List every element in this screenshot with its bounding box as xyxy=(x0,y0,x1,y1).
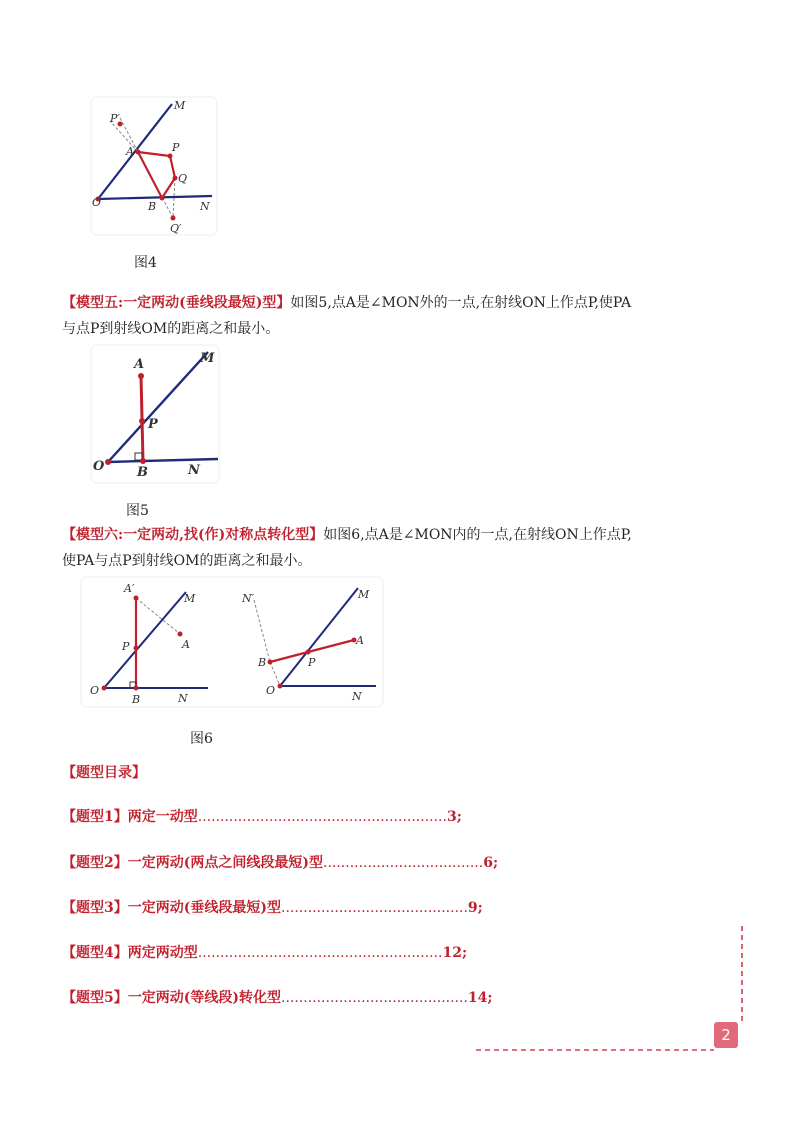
model-5-line-1: 如图5,点A是∠MON外的一点,在射线ON上作点P,使PA xyxy=(290,295,632,311)
toc-item-2-page: 6; xyxy=(483,855,499,871)
fig6-right-label-n-prime: N′ xyxy=(242,592,255,605)
fig6-left-label-p: P xyxy=(122,640,130,653)
toc-heading: 【题型目录】 xyxy=(62,765,146,781)
fig4-label-n: N xyxy=(200,200,210,213)
toc-item-1[interactable] xyxy=(62,806,462,826)
toc-item-4-tag: 【题型4】 xyxy=(62,945,128,961)
fig6-left-label-n: N xyxy=(178,692,188,705)
model-6-line-2: 使PA与点P到射线OM的距离之和最小。 xyxy=(62,553,312,569)
fig5-label-b: B xyxy=(137,465,148,480)
toc-item-5-title: 一定两动(等线段)转化型 xyxy=(127,990,281,1006)
toc-item-4-dots: ....................................................... xyxy=(197,945,443,961)
toc-item-2-title: 一定两动(两点之间线段最短)型 xyxy=(127,855,323,871)
fig4-label-p: P xyxy=(172,141,180,154)
toc-item-5[interactable] xyxy=(62,987,493,1007)
fig4-label-m: M xyxy=(174,99,186,112)
fig6-right-label-a: A xyxy=(356,634,364,647)
fig4-label-q: Q xyxy=(178,172,188,185)
model-5-paragraph xyxy=(62,290,742,342)
fig5-label-m: M xyxy=(200,351,215,366)
toc-item-3[interactable] xyxy=(62,897,483,917)
fig6-left-label-m: M xyxy=(184,592,196,605)
fig6-right-label-o: O xyxy=(266,684,276,697)
figure-5 xyxy=(90,344,220,484)
toc-item-3-tag: 【题型3】 xyxy=(62,900,128,916)
toc-item-1-page: 3; xyxy=(446,809,462,825)
fig6-left-label-b: B xyxy=(132,693,141,706)
toc-item-5-tag: 【题型5】 xyxy=(62,990,128,1006)
toc-item-1-dots: ........................................................ xyxy=(197,809,447,825)
toc-item-2[interactable] xyxy=(62,852,498,872)
fig4-label-o: O xyxy=(92,196,102,209)
model-6-paragraph xyxy=(62,522,742,574)
fig6-right-label-b: B xyxy=(258,656,267,669)
toc-item-5-page: 14; xyxy=(467,990,493,1006)
figure-4 xyxy=(90,96,218,236)
fig6-right-label-n: N xyxy=(352,690,362,703)
model-5-line-2: 与点P到射线OM的距离之和最小。 xyxy=(62,321,280,337)
figure-6-caption: 图6 xyxy=(190,731,213,747)
fig4-label-q-prime: Q′ xyxy=(170,222,182,235)
figure-4-caption: 图4 xyxy=(134,255,157,271)
toc-item-4[interactable] xyxy=(62,942,467,962)
toc-item-4-page: 12; xyxy=(442,945,468,961)
fig4-label-b: B xyxy=(148,200,157,213)
figure-5-caption: 图5 xyxy=(126,503,149,519)
model-6-line-1: 如图6,点A是∠MON内的一点,在射线ON上作点P, xyxy=(323,527,632,543)
fig5-label-a: A xyxy=(134,357,145,372)
fig5-label-n: N xyxy=(188,463,200,478)
toc-item-4-title: 两定两动型 xyxy=(127,945,198,961)
fig6-right-label-p: P xyxy=(308,656,316,669)
toc-item-3-page: 9; xyxy=(467,900,483,916)
model-5-title: 【模型五:一定两动(垂线段最短)型】 xyxy=(62,295,291,311)
fig5-label-o: O xyxy=(93,459,105,474)
fig5-label-p: P xyxy=(148,417,158,432)
toc-item-2-dots: .................................... xyxy=(323,855,484,871)
fig4-label-a: A xyxy=(126,145,134,158)
fig6-left-label-a: A xyxy=(182,638,190,651)
toc-item-1-title: 两定一动型 xyxy=(127,809,198,825)
toc-item-3-title: 一定两动(垂线段最短)型 xyxy=(127,900,281,916)
fig6-right-label-m: M xyxy=(358,588,370,601)
fig4-label-p-prime: P′ xyxy=(110,112,120,125)
fig6-left-label-o: O xyxy=(90,684,100,697)
fig6-left-label-a-prime: A′ xyxy=(124,582,135,595)
toc-item-1-tag: 【题型1】 xyxy=(62,809,128,825)
figure-6 xyxy=(80,576,384,708)
toc-item-3-dots: .......................................... xyxy=(281,900,468,916)
toc-item-2-tag: 【题型2】 xyxy=(62,855,128,871)
page-number: 2 xyxy=(714,1022,738,1048)
toc-item-5-dots: .......................................... xyxy=(281,990,468,1006)
model-6-title: 【模型六:一定两动,找(作)对称点转化型】 xyxy=(62,527,324,543)
